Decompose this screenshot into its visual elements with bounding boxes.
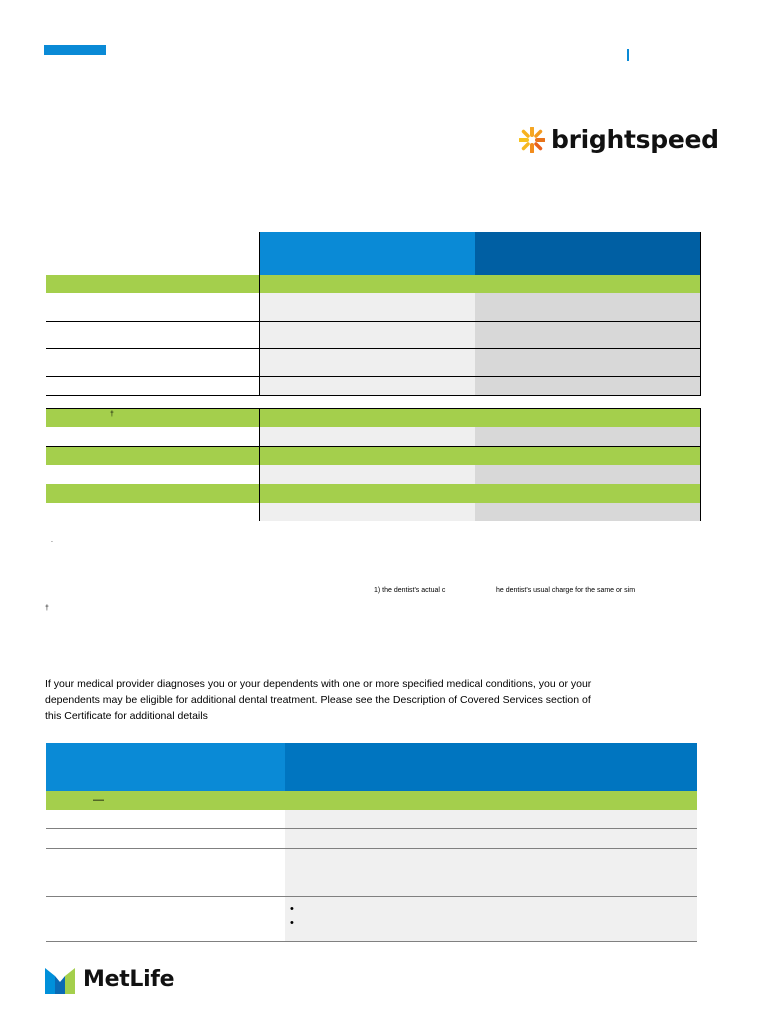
- table1-header-in-network: [260, 232, 475, 275]
- metlife-m-icon: [45, 964, 75, 994]
- table2-bullet: •: [290, 903, 294, 915]
- table1-cell: [475, 465, 700, 484]
- table1-row-divider: [46, 321, 700, 322]
- table1-cell: [260, 465, 475, 484]
- metlife-wordmark: MetLife: [83, 966, 175, 992]
- table1-dagger: †: [110, 411, 114, 418]
- table2-bottom-border: [46, 941, 697, 942]
- table1-col-divider: [259, 408, 260, 521]
- footnote-charge-fragment-1: 1) the dentist's actual c: [374, 587, 446, 594]
- metlife-logo: [45, 964, 174, 994]
- table1-row-divider: [46, 348, 700, 349]
- table2-bullet: •: [290, 917, 294, 929]
- table1-cell: [475, 427, 700, 446]
- table2-cell: [285, 849, 697, 896]
- table1-cells-in-network: [260, 293, 475, 396]
- table1-col-divider: [259, 232, 260, 396]
- table2-dash: —: [93, 794, 104, 806]
- brightspeed-star-icon: [519, 127, 545, 153]
- table1-cells-out-of-network: [475, 293, 700, 396]
- table2-section-row: [46, 791, 697, 810]
- table1-row-divider: [46, 395, 700, 396]
- table1-row-divider: [46, 376, 700, 377]
- footnote-dagger: †: [45, 605, 49, 612]
- brightspeed-logo: [519, 124, 719, 156]
- table2-header-left: [46, 743, 285, 791]
- table1-right-border: [700, 232, 701, 396]
- brightspeed-wordmark: brightspeed: [551, 125, 719, 154]
- table2-cell: [285, 810, 697, 828]
- table1-section-row: [46, 447, 700, 465]
- table2-cell: [285, 897, 697, 941]
- table1-cell: [260, 427, 475, 446]
- table1-section-row: [46, 484, 700, 503]
- table1-cell: [260, 503, 475, 521]
- table1-right-border: [700, 408, 701, 521]
- medical-conditions-paragraph: If your medical provider diagnoses you or your dependents with one or more specified medical conditions, you or your dependents may be eligible for additional dental treatment. Please see the Description of Covered Services section of this Certificate for additional details: [45, 678, 592, 722]
- table1-header-out-of-network: [475, 232, 700, 275]
- table1-section-row: [46, 409, 700, 427]
- table1-section-row: [46, 275, 700, 293]
- footnote-dot: .: [51, 537, 53, 544]
- table2-header-right: [285, 743, 697, 791]
- header-tick-mark: [627, 49, 629, 61]
- table1-cell: [475, 503, 700, 521]
- header-accent-bar: [44, 45, 106, 55]
- table2-cell: [285, 829, 697, 848]
- footnote-charge-fragment-2: he dentist's usual charge for the same or sim: [496, 587, 636, 594]
